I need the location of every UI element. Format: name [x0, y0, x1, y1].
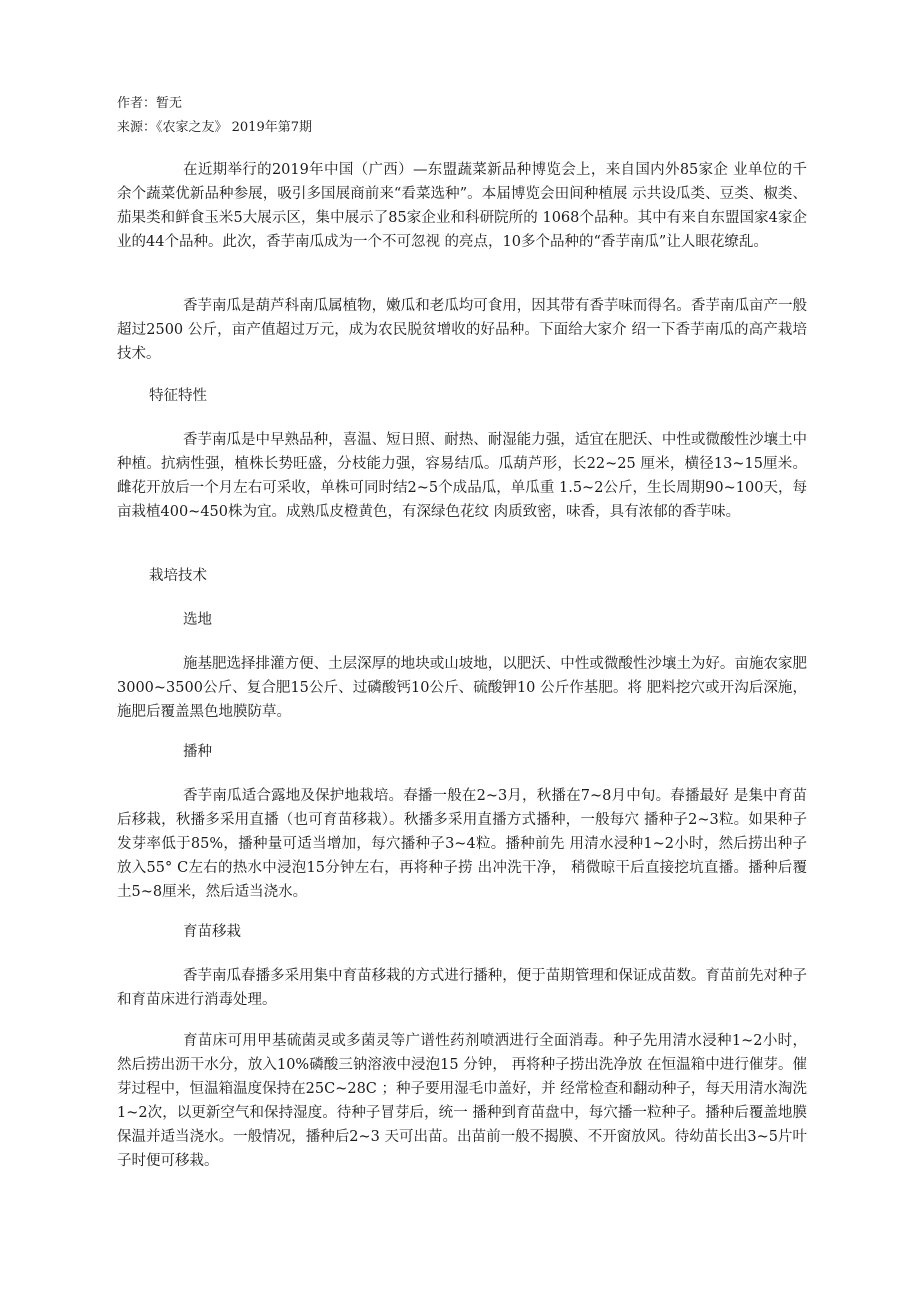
features-paragraph: 香芋南瓜是中早熟品种，喜温、短日照、耐热、耐湿能力强，适宜在肥沃、中性或微酸性沙壤土中种植。抗病性强，植株长势旺盛，分枝能力强，容易结瓜。瓜葫芦形，长22~25 厘米，横径13~15厘米。雌花开放后一个月左右可采收，单株可同时结2~5个成品瓜，单瓜重 1.5~2公斤，生长周期90~100天，每亩栽植400~450株为宜。成熟瓜皮橙黄色，有深绿色花纹 肉质致密，味香，具有浓郁的香芋味。: [117, 432, 807, 520]
sowing-paragraph: 香芋南瓜适合露地及保护地栽培。春播一般在2~3月，秋播在7~8月中旬。春播最好 是集中育苗后移栽，秋播多采用直播（也可育苗移栽）。秋播多采用直播方式播种，一般每穴 播种子2~3粒。如果种子发芽率低于85%，播种量可适当增加，每穴播种子3~4粒。播种前先 用清水浸种1~2小时，然后捞出种子放入55° C左右的热水中浸泡15分钟左右，再将种子捞 出冲洗干净， 稍微晾干后直接挖坑直播。播种后覆土5~8厘米，然后适当浇水。: [117, 788, 807, 900]
site-paragraph: 施基肥选择排灌方便、土层深厚的地块或山坡地，以肥沃、中性或微酸性沙壤土为好。亩施农家肥3000~3500公斤、复合肥15公斤、过磷酸钙10公斤、硫酸钾10 公斤作基肥。将 肥料挖穴或开沟后深施，施肥后覆盖黑色地膜防草。: [117, 656, 807, 720]
intro-paragraph-2: 香芋南瓜是葫芦科南瓜属植物，嫩瓜和老瓜均可食用，因其带有香芋味而得名。香芋南瓜亩产一般超过2500 公斤，亩产值超过万元，成为农民脱贫增收的好品种。下面给大家介 绍一下香芋南瓜的高产栽培技术。: [117, 298, 807, 362]
heading-sowing: 播种: [183, 744, 212, 760]
heading-seedling: 育苗移栽: [183, 924, 241, 940]
intro-paragraph-1: 在近期举行的2019年中国（广西）—东盟蔬菜新品种博览会上，来自国内外85家企 业单位的千余个蔬菜优新品种参展，吸引多国展商前来“看菜选种”。本届博览会田间种植展 示共设瓜类、豆类、椒类、茄果类和鲜食玉米5大展示区，集中展示了85家企业和科研院所的 1068个品种。其中有来自东盟国家4家企业的44个品种。此次，香芋南瓜成为一个不可忽视 的亮点，10多个品种的“香芋南瓜”让人眼花缭乱。: [117, 162, 807, 250]
seedling-paragraph-1: 香芋南瓜春播多采用集中育苗移栽的方式进行播种，便于苗期管理和保证成苗数。育苗前先对种子和育苗床进行消毒处理。: [117, 968, 807, 1008]
author-line: 作者：暂无: [117, 96, 183, 111]
seedling-paragraph-2: 育苗床可用甲基硫菌灵或多菌灵等广谱性药剂喷洒进行全面消毒。种子先用清水浸种1~2小时， 然后捞出沥干水分，放入10%磷酸三钠溶液中浸泡15 分钟， 再将种子捞出洗净放 在恒温箱中进行催芽。催芽过程中，恒温箱温度保持在25C~28C ；种子要用湿毛巾盖好，并 经常检查和翻动种子，每天用清水淘洗1~2次，以更新空气和保持湿度。待种子冒芽后，统一 播种到育苗盘中，每穴播一粒种子。播种后覆盖地膜保温并适当浇水。一般情况，播种后2~3 天可出苗。出苗前一般不揭膜、不开窗放风。待幼苗长出3~5片叶子时便可移栽。: [117, 1033, 807, 1169]
source-line: 来源：《农家之友》 2019年第7期: [117, 120, 312, 135]
heading-site-selection: 选地: [183, 612, 212, 628]
heading-cultivation: 栽培技术: [149, 568, 207, 584]
heading-features: 特征特性: [149, 388, 207, 404]
